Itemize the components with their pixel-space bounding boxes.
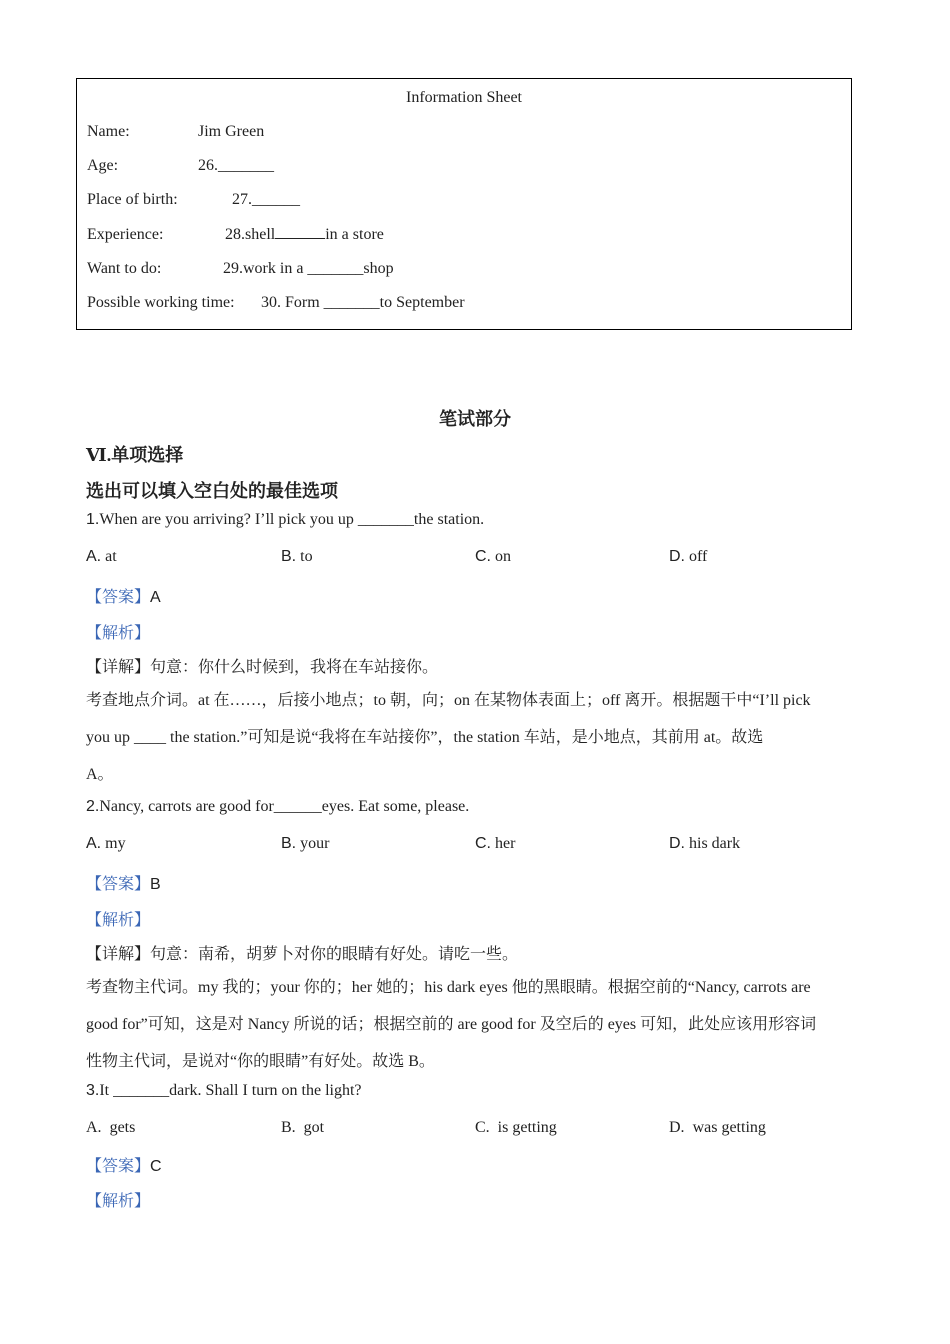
- question-2-stem: [86, 798, 469, 816]
- section-title: 笔试部分: [439, 409, 511, 429]
- question-1-stem: [86, 511, 484, 529]
- q1-option-b: B. to: [281, 548, 313, 565]
- q1-answer-value: A: [150, 589, 161, 606]
- q1-detail: 【详解】句意：你什么时候到，我将在车站接你。: [86, 659, 439, 676]
- information-sheet: [76, 78, 852, 330]
- question-2-text: Nancy, carrots are good for______eyes. Eat some, please.: [99, 798, 470, 815]
- q2-analysis-label: 【解析】: [86, 912, 151, 929]
- q2-explanation-line-1: 考查物主代词。my 我的；your 你的；her 她的；his dark eyes 他的黑眼睛。根据空前的“Nancy, carrots are: [86, 979, 811, 996]
- q1-option-c: C. on: [475, 548, 511, 565]
- q3-option-c: C. is getting: [475, 1119, 557, 1136]
- info-label-time: Possible working time:: [87, 294, 235, 311]
- info-value-time: 30. Form _______to September: [261, 294, 465, 311]
- info-value-birthplace: 27.______: [232, 191, 300, 208]
- question-1-text: When are you arriving? I’ll pick you up _______the station.: [99, 511, 485, 528]
- info-value-experience: [225, 226, 384, 244]
- q1-answer: 【答案】A: [86, 589, 161, 606]
- q1-explanation-line-2: you up ____ the station.”可知是说“我将在车站接你”，the station 车站，是小地点，其前用 at。故选: [86, 729, 764, 746]
- question-3-text: It _______dark. Shall I turn on the light?: [99, 1082, 362, 1099]
- experience-pre: 28.shell: [225, 226, 276, 243]
- q1-option-d: D. off: [669, 548, 708, 565]
- info-label-want: Want to do:: [87, 260, 162, 277]
- q1-analysis-label: 【解析】: [86, 625, 151, 642]
- q2-answer-value: B: [150, 876, 161, 893]
- question-1-number: 1.: [86, 511, 100, 528]
- question-3-stem: [86, 1082, 362, 1100]
- q2-explanation-line-2: good for”可知，这是对 Nancy 所说的话；根据空前的 are good for 及空后的 eyes 可知，此处应该用形容词: [86, 1016, 817, 1033]
- q2-answer: 【答案】B: [86, 876, 161, 893]
- q3-answer: 【答案】C: [86, 1158, 162, 1175]
- info-sheet-title: Information Sheet: [406, 89, 522, 106]
- info-value-want: 29.work in a _______shop: [223, 260, 394, 277]
- part-instruction: 选出可以填入空白处的最佳选项: [86, 481, 338, 501]
- q1-explanation-line-3: A。: [86, 766, 114, 783]
- part-heading: Ⅵ.单项选择: [86, 445, 184, 465]
- info-value-age: 26._______: [198, 157, 274, 174]
- info-label-name: Name:: [87, 123, 130, 140]
- experience-blank: [275, 237, 325, 239]
- question-2-number: 2.: [86, 798, 100, 815]
- q2-detail: 【详解】句意：南希，胡萝卜对你的眼睛有好处。请吃一些。: [86, 946, 519, 963]
- q1-explanation-line-1: 考查地点介词。at 在……，后接小地点；to 朝，向；on 在某物体表面上；off 离开。根据题干中“I’ll pick: [86, 692, 811, 709]
- q2-option-a: A. my: [86, 835, 126, 852]
- q3-answer-value: C: [150, 1158, 162, 1175]
- question-3-number: 3.: [86, 1082, 100, 1099]
- q2-explanation-line-3: 性物主代词，是说对“你的眼睛”有好处。故选 B。: [86, 1053, 435, 1070]
- info-value-name: Jim Green: [198, 123, 265, 140]
- q2-option-d: D. his dark: [669, 835, 741, 852]
- info-label-experience: Experience:: [87, 226, 164, 243]
- q3-option-b: B. got: [281, 1119, 325, 1136]
- q3-analysis-label: 【解析】: [86, 1193, 151, 1210]
- q3-option-a: A. gets: [86, 1119, 136, 1136]
- q2-option-b: B. your: [281, 835, 330, 852]
- info-label-birthplace: Place of birth:: [87, 191, 178, 208]
- experience-post: in a store: [325, 226, 384, 243]
- q3-option-d: D. was getting: [669, 1119, 766, 1136]
- q2-option-c: C. her: [475, 835, 516, 852]
- q1-option-a: A. at: [86, 548, 117, 565]
- info-label-age: Age:: [87, 157, 119, 174]
